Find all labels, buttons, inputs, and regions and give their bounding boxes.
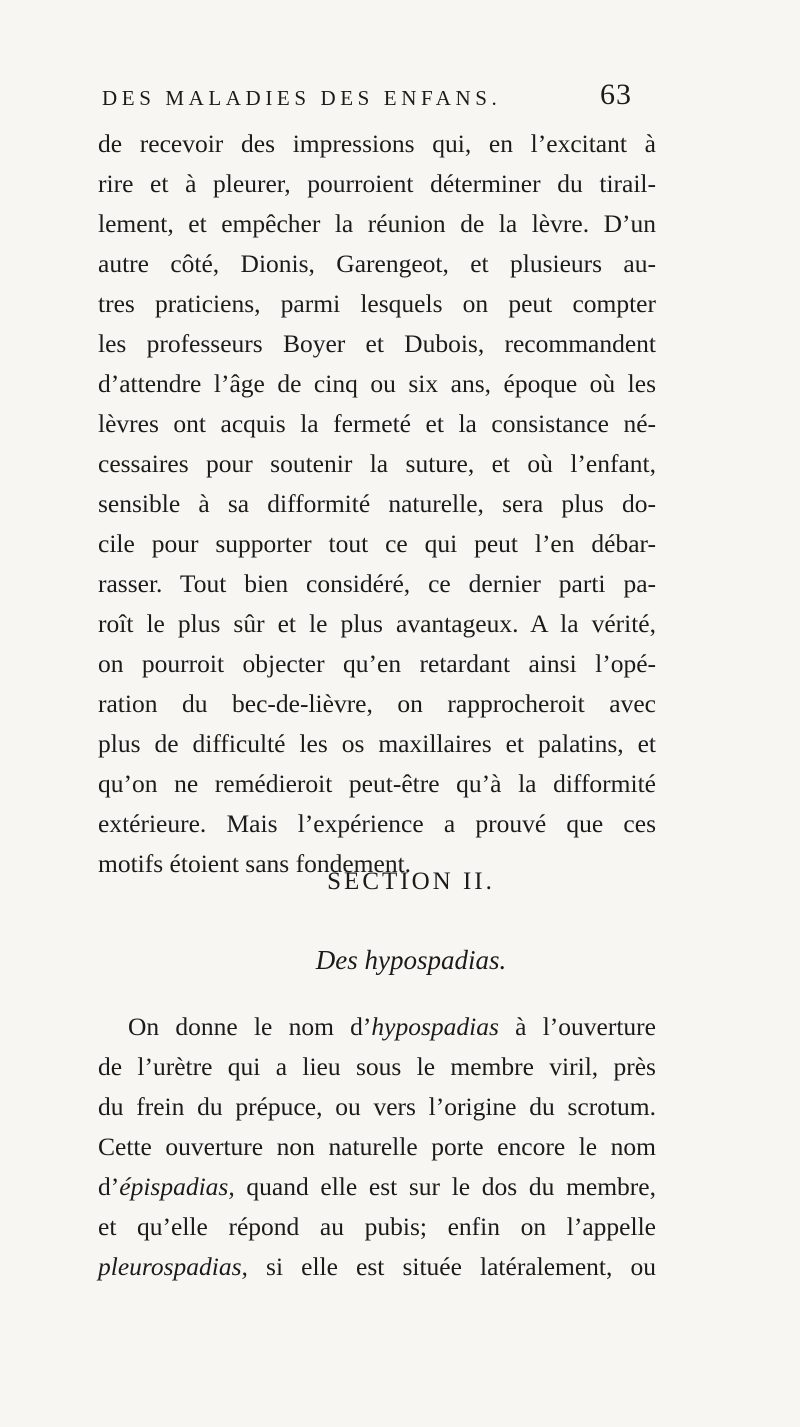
text-run: si elle est située latéralement, ou [247,1252,656,1281]
text-line: rire et à pleurer, pourroient déterminer du tirail- [98,169,656,198]
text-line: d’attendre l’âge de cinq ou six ans, époque où les [98,369,656,398]
paragraph-1 [98,124,656,884]
text-line: lèvres ont acquis la fermeté et la consistance né- [98,409,656,438]
text-line: lement, et empêcher la réunion de la lèvre. D’un [98,209,656,238]
text-line: tres praticiens, parmi lesquels on peut compter [98,289,656,318]
text-line [98,1167,656,1207]
term-pleurospadias: pleurospadias, [98,1252,248,1281]
text-line: rasser. Tout bien considéré, ce dernier parti pa- [98,569,656,598]
paragraph-2 [98,1007,656,1287]
text-line: cessaires pour soutenir la suture, et où l’enfant, [98,449,656,478]
text-line: extérieure. Mais l’expérience a prouvé que ces [98,809,656,838]
text-line: et qu’elle répond au pubis; enfin on l’appelle [98,1212,656,1241]
page-number: 63 [600,78,632,111]
running-head [0,76,800,116]
text-line: on pourroit objecter qu’en retardant ainsi l’opé- [98,649,656,678]
text-line: de l’urètre qui a lieu sous le membre viril, près [98,1052,656,1081]
text-line: qu’on ne remédieroit peut-être qu’à la difformité [98,769,656,798]
term-epispadias: épispadias, [119,1172,235,1201]
text-line: plus de difficulté les os maxillaires et palatins, et [98,729,656,758]
text-line: cile pour supporter tout ce qui peut l’en débar- [98,529,656,558]
text-run: d’ [98,1172,120,1201]
text-run: à l’ouverture [498,1012,656,1041]
text-line: Cette ouverture non naturelle porte encore le nom [98,1132,656,1161]
running-title: DES MALADIES DES ENFANS. [102,86,502,110]
text-line: motifs étoient sans fondement. [98,849,412,878]
text-line: du frein du prépuce, ou vers l’origine du scrotum. [98,1092,656,1121]
text-line: roît le plus sûr et le plus avantageux. A la vérité, [98,609,656,638]
term-hypospadias: hypospadias [371,1012,499,1041]
text-line [98,1007,656,1047]
text-run: quand elle est sur le dos du membre, [234,1172,656,1201]
text-line: sensible à sa difformité naturelle, sera plus do- [98,489,656,518]
section-heading: SECTION II. [327,868,495,895]
text-run: On donne le nom d’ [128,1012,372,1041]
text-line: ration du bec-de-lièvre, on rapprocheroit avec [98,689,656,718]
text-line: de recevoir des impressions qui, en l’excitant à [98,129,656,158]
text-line: autre côté, Dionis, Garengeot, et plusieurs au- [98,249,656,278]
text-line: les professeurs Boyer et Dubois, recommandent [98,329,656,358]
text-line [98,1247,656,1287]
section-subtitle: Des hypospadias. [315,945,507,975]
